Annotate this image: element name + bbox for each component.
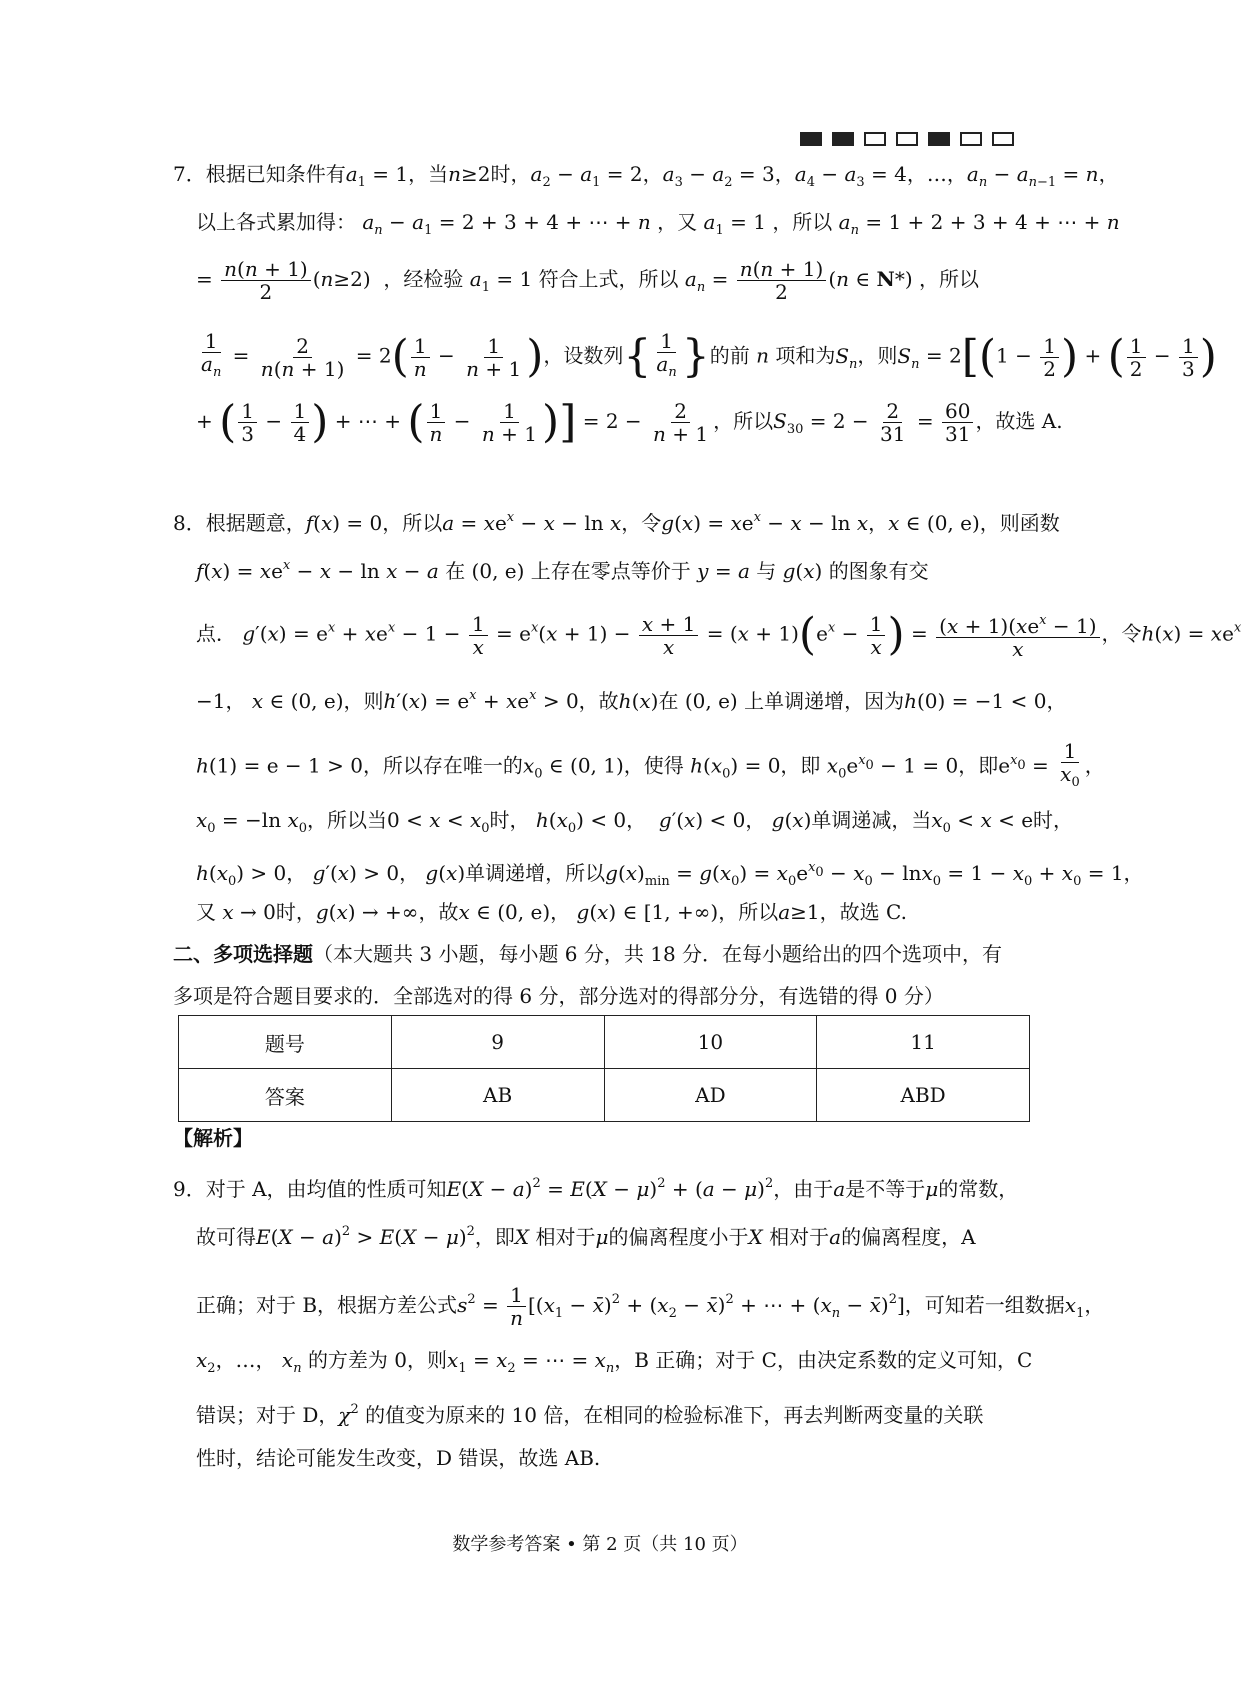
analysis-label: 【解析】	[173, 1126, 253, 1150]
mark-square	[832, 132, 854, 146]
q8-line-5: h(1) = e − 1 > 0，所以存在唯一的$x_0$ ∈ (0, 1)，使得 $h(x_0) = 0$，即 $x_0e^{x_0} - 1 = 0$，即$e^{x_0}$ = $\frac{1}{x_0}$ ，	[196, 739, 1105, 790]
q7-line-1: 7．根据已知条件有$a_1 = 1$，当n≥2时，$a_2 - a_1 = 2$，$a_3 - a_2 = 3$，$a_4 - a_3 = 4$，…，$a_n - a_{n-1} = n$，	[173, 162, 1119, 190]
q8-line-3: 点． $g'(x) = e^x + xe^x - 1$ − $\frac{1}{x}$ = $e^x(x + 1)$ − $\frac{x + 1}{x}$ = $(x + 1)(e^x$ − $\frac{1}{x}$ ) = $\frac{(x + 1)(xe^x - 1)}{x}$ ，令$h(x) = xe^x$	[196, 609, 1241, 661]
table-cell: 9	[391, 1016, 604, 1069]
q9-line-3: 正确；对于 B，根据方差公式$s^2$ = $\frac{1}{n}$ [($x_1$ − x̄)$^2$ + ($x_2$ − x̄)$^2$ + ⋯ + ($x_n$ − x̄)$^2$]，可知若一组数据$x_1$，	[196, 1283, 1105, 1330]
q8-line-7: $h(x_0) > 0$， g′(x) > 0， g(x)单调递增，所以$g(x)_{min} = g(x_0) = x_0e^{x_0} - x_0 - \ln x_0 = 1 - x_0 + x_0 = 1$，	[196, 860, 1144, 889]
table-row	[179, 1069, 1030, 1122]
mark-square	[928, 132, 950, 146]
mark-square	[800, 132, 822, 146]
q8-line-8: 又 x → 0时，g(x) → +∞，故x ∈ (0, e)， g(x) ∈ [1, +∞)，所以a≥1，故选 C.	[196, 900, 907, 924]
table-cell: ABD	[817, 1069, 1030, 1122]
table-cell: 10	[604, 1016, 817, 1069]
page-footer: 数学参考答案 • 第 2 页（共 10 页）	[452, 1534, 748, 1555]
q7-line-2: 以上各式累加得： $a_n - a_1 = 2 + 3 + 4$ + ⋯ + n ，又 $a_1 = 1$ ，所以 $a_n = 1 + 2 + 3 + 4$ + ⋯ + n	[196, 210, 1120, 238]
section-2-title: 二、多项选择题（本大题共 3 小题，每小题 6 分，共 18 分．在每小题给出的四个选项中，有	[173, 942, 1003, 966]
mark-square	[992, 132, 1014, 146]
q9-line-4: $x_2$，…， $x_n$ 的方差为 0，则$x_1 = x_2$ = ⋯ = $x_n$，B 正确；对于 C，由决定系数的定义可知，C	[196, 1348, 1033, 1376]
mark-square	[896, 132, 918, 146]
q8-line-2: $f(x) = xe^x - x - \ln x - a$ 在 (0, e) 上存在零点等价于 y = a 与 g(x) 的图象有交	[196, 558, 929, 583]
answer-table	[178, 1015, 1030, 1122]
table-cell: 11	[817, 1016, 1030, 1069]
q7-line-4: $\frac{1}{a_n}$ = $\frac{2}{n(n + 1)}$ = 2( $\frac{1}{n}$ − $\frac{1}{n + 1}$ )，设数列{ $\frac{1}{a_n}$ }的前 n 项和为$S_n$，则$S_n = 2[(1$ − $\frac{1}{2}$ ) + ( $\frac{1}{2}$ − $\frac{1}{3}$ )	[201, 329, 1217, 382]
table-cell: 题号	[179, 1016, 392, 1069]
table-row	[179, 1016, 1030, 1069]
q9-line-5: 错误；对于 D，$\chi^2$ 的值变为原来的 10 倍，在相同的检验标准下，再去判断两变量的关联	[196, 1402, 984, 1427]
mark-square	[864, 132, 886, 146]
header-marks	[800, 132, 1014, 146]
table-cell: 答案	[179, 1069, 392, 1122]
q9-line-6: 性时，结论可能发生改变，D 错误，故选 AB.	[196, 1446, 601, 1470]
section-2-desc: 多项是符合题目要求的．全部选对的得 6 分，部分选对的得部分分，有选错的得 0 分）	[173, 984, 944, 1008]
q8-line-6: $x_0 = -\ln$ $x_0$，所以当$0 < x < x_0$时， $h(x_0) < 0$， g′(x) < 0， g(x)单调递减，当$x_0 < x < e$时，	[196, 808, 1074, 836]
q7-line-3: = $\frac{n(n + 1)}{2}$ (n≥2) ，经检验 $a_1 = 1$ 符合上式，所以 $a_n$ = $\frac{n(n + 1)}{2}$ (n ∈ N*) ，所以	[196, 257, 979, 304]
table-cell: AB	[391, 1069, 604, 1122]
q9-line-1: 9．对于 A，由均值的性质可知$E(X - a)^2 = E(X - \mu)^2 + (a - \mu)^2$，由于a是不等于μ的常数，	[173, 1176, 1019, 1201]
table-cell: AD	[604, 1069, 817, 1122]
q9-line-2: 故可得$E(X - a)^2 > E(X - \mu)^2$，即X 相对于μ的偏离程度小于X 相对于a的偏离程度，A	[196, 1224, 976, 1249]
mark-square	[960, 132, 982, 146]
q8-line-1: 8．根据题意，f(x) = 0，所以$a = xe^x - x - \ln x$，令$g(x) = xe^x - x - \ln x$，x ∈ (0, e)，则函数	[173, 510, 1060, 535]
q7-line-5: + ( $\frac{1}{3}$ − $\frac{1}{4}$ ) + ⋯ + ( $\frac{1}{n}$ − $\frac{1}{n + 1}$ )] = 2 − $\frac{2}{n + 1}$ ，所以$S_{30} = 2$ − $\frac{2}{31}$ = $\frac{60}{31}$ ，故选 A.	[196, 396, 1063, 448]
q8-line-4: −1， x ∈ (0, e)，则$h'(x) = e^x + xe^x > 0$，故h(x)在 (0, e) 上单调递增，因为h(0) = −1 < 0，	[196, 688, 1067, 713]
